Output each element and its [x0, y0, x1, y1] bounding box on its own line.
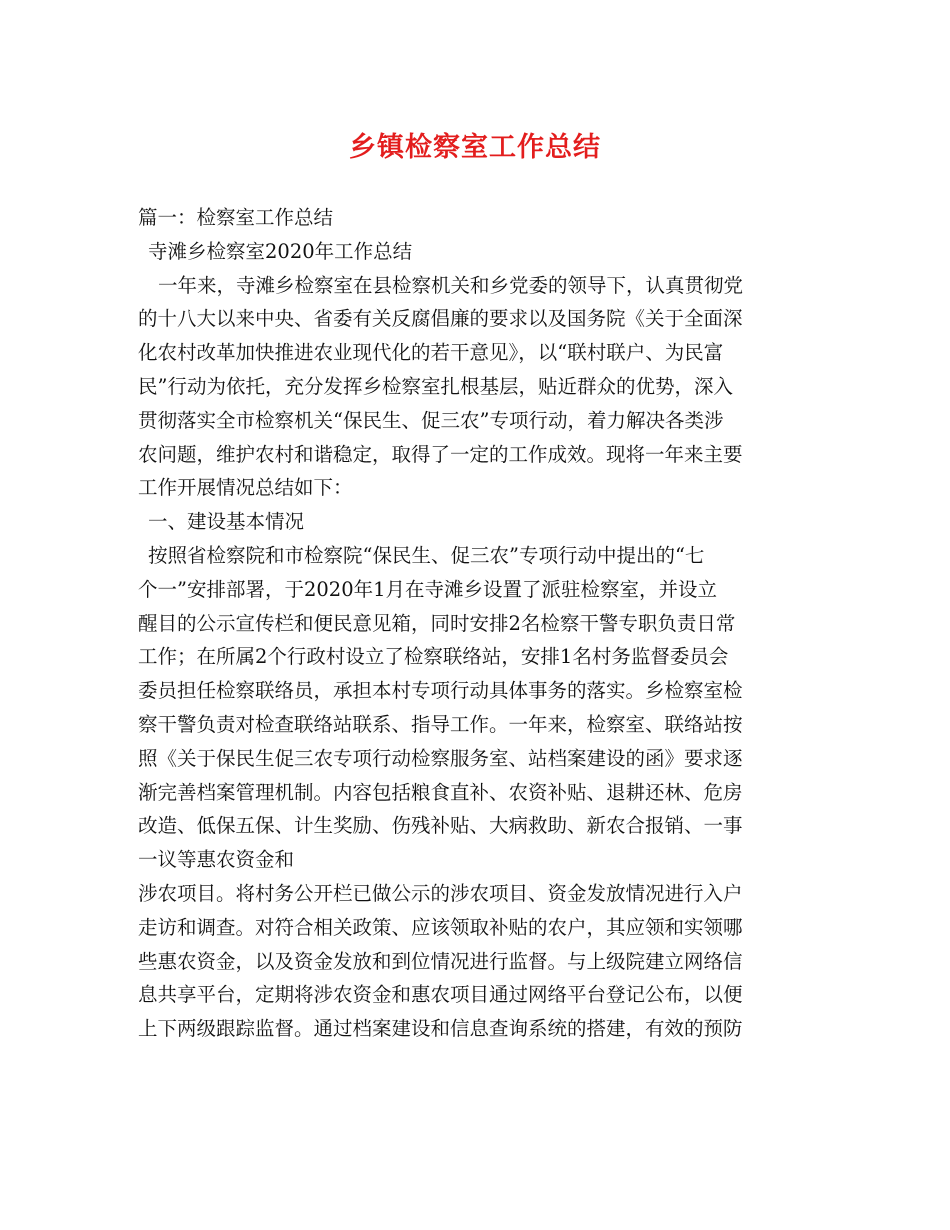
paragraph-line: 工作开展情况总结如下： [138, 476, 353, 500]
paragraph-line: 涉农项目。将村务公开栏已做公示的涉农项目、资金发放情况进行入户 [138, 881, 743, 905]
paragraph-line: 农问题，维护农村和谐稳定，取得了一定的工作成效。现将一年来主要 [138, 442, 743, 466]
paragraph-line: 走访和调查。对符合相关政策、应该领取补贴的农户，其应领和实领哪 [138, 915, 743, 939]
paragraph-line: 醒目的公示宣传栏和便民意见箱，同时安排2名检察干警专职负责日常 [138, 611, 736, 635]
paragraph-line: 改造、低保五保、计生奖励、伤残补贴、大病救助、新农合报销、一事 [138, 814, 743, 838]
paragraph-line: 按照省检察院和市检察院“保民生、促三农”专项行动中提出的“七 [148, 543, 705, 567]
paragraph-line: 一年来，寺滩乡检察室在县检察机关和乡党委的领导下，认真贯彻党 [158, 273, 744, 297]
paragraph-line: 一议等惠农资金和 [138, 848, 295, 872]
paragraph-line: 个一”安排部署，于2020年1月在寺滩乡设置了派驻检察室，并设立 [138, 577, 718, 601]
subtitle: 寺滩乡检察室2020年工作总结 [148, 239, 413, 263]
paragraph-line: 化农村改革加快推进农业现代化的若干意见》，以“联村联户、为民富 [138, 341, 724, 365]
paragraph-line: 上下两级跟踪监督。通过档案建设和信息查询系统的搭建，有效的预防 [138, 1017, 743, 1041]
paragraph-line: 工作；在所属2个行政村设立了检察联络站，安排1名村务监督委员会 [138, 645, 729, 669]
document-title: 乡镇检察室工作总结 [349, 132, 601, 163]
paragraph-line: 的十八大以来中央、省委有关反腐倡廉的要求以及国务院《关于全面深 [138, 307, 743, 331]
section-heading: 篇一：检察室工作总结 [138, 206, 334, 229]
paragraph-line: 民”行动为依托，充分发挥乡检察室扎根基层，贴近群众的优势，深入 [138, 374, 733, 398]
document-body [138, 201, 814, 1046]
section-heading: 一、建设基本情况 [148, 510, 305, 534]
paragraph-line: 息共享平台，定期将涉农资金和惠农项目通过网络平台登记公布，以便 [138, 983, 743, 1007]
paragraph-line: 委员担任检察联络员，承担本村专项行动具体事务的落实。乡检察室检 [138, 679, 743, 703]
paragraph-line: 照《关于保民生促三农专项行动检察服务室、站档案建设的函》要求逐 [138, 746, 743, 770]
paragraph-line: 贯彻落实全市检察机关“保民生、促三农”专项行动，着力解决各类涉 [138, 408, 724, 432]
paragraph-line: 渐完善档案管理机制。内容包括粮食直补、农资补贴、退耕还林、危房 [138, 780, 743, 804]
paragraph-line: 些惠农资金，以及资金发放和到位情况进行监督。与上级院建立网络信 [138, 949, 743, 973]
paragraph-line: 察干警负责对检查联络站联系、指导工作。一年来，检察室、联络站按 [138, 712, 743, 736]
